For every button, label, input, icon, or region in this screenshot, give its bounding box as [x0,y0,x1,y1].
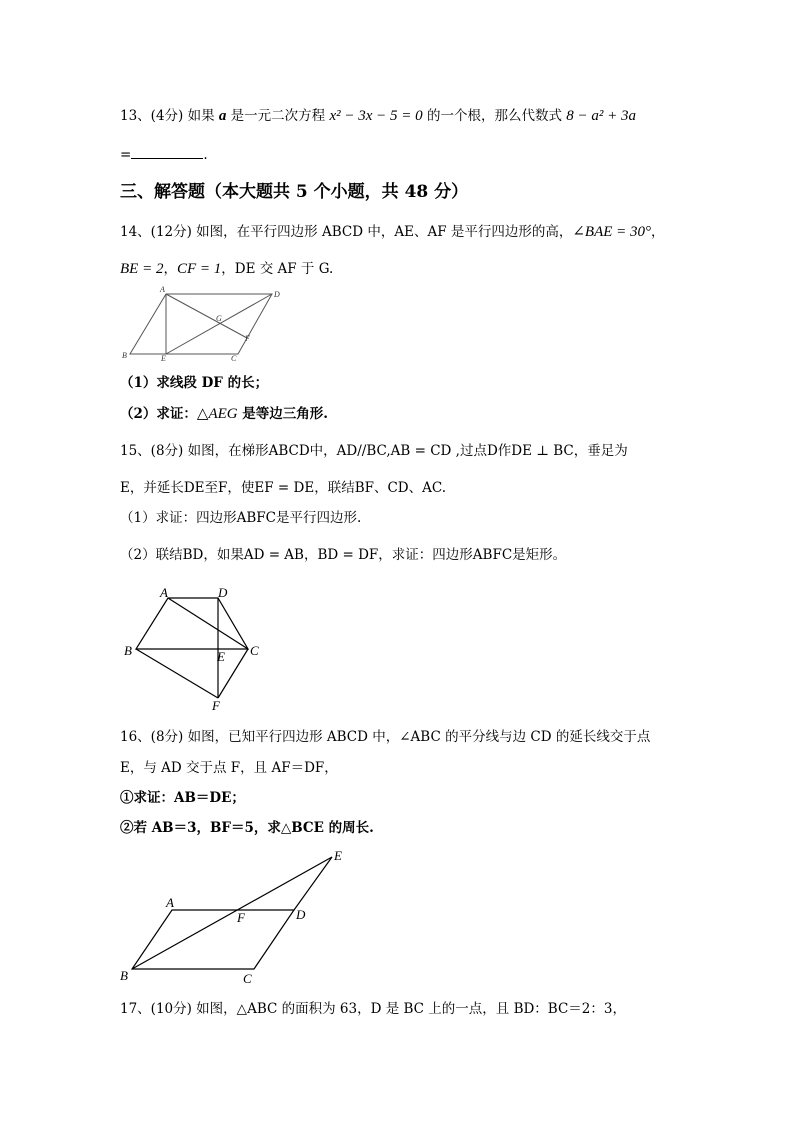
q16-figure [118,846,348,986]
q13-line2 [120,144,208,165]
q16-label-a: A [166,895,174,910]
q15-line2: E，并延长DE至F，使EF = DE，联结BF、CD、AC. [120,480,447,496]
q15-part1: （1）求证：四边形ABFC是平行四边形. [120,510,362,526]
q14-triangle: △AEG [196,406,238,422]
q14-part2-lead: （2）求证： [120,406,197,422]
q15-label-f: F [212,698,220,713]
q14-part2-end: 是等边三角形. [237,406,329,422]
q14-text1-end: ， [651,224,665,240]
q14-angle: ∠BAE = 30° [572,224,652,240]
q14-label-a: A [160,285,165,294]
q14-line2 [120,259,333,279]
q14-text1: 14、(12分) 如图，在平行四边形 ABCD 中，AE、AF 是平行四边形的高， [120,224,573,240]
q15-label-e: E [217,649,225,664]
q13-expression: 8 − a² + 3a [566,108,637,124]
q13-period: . [203,147,208,163]
q14-label-c: C [231,354,237,363]
q17-line1: 17、(10分) 如图，△ABC 的面积为 63，D 是 BC 上的一点，且 BD：BC＝2：3， [120,1001,626,1017]
q14-line1 [120,222,665,242]
q15-figure [120,582,270,712]
q14-be: BE = 2 [120,261,164,277]
q16-part1: ①求证：AB＝DE； [120,790,245,806]
q15-part2: （2）联结BD，如果AD = AB，BD = DF，求证：四边形ABFC是矩形。 [120,547,567,563]
q13-var: a [218,108,227,124]
q16-line2: E，与 AD 交于点 F，且 AF＝DF， [120,760,338,776]
q14-label-d: D [274,290,280,299]
q16-label-d: D [296,907,306,922]
q16-part2: ②若 AB＝3，BF＝5，求△BCE 的周长. [120,820,374,836]
q16-line1: 16、(8分) 如图，已知平行四边形 ABCD 中，∠ABC 的平分线与边 CD 的延长线交于点 [120,729,651,745]
q14-part2-line [120,404,328,424]
q13-mid: 是一元二次方程 [226,108,330,124]
q13-tail: 的一个根，那么代数式 [422,108,567,124]
q14-label-b: B [122,351,127,360]
q15-label-c: C [250,643,259,658]
q16-label-e: E [334,848,342,863]
q15-line1: 15、(8分) 如图，在梯形ABCD中，AD//BC,AB = CD ,过点D作DE ⊥ BC，垂足为 [120,443,628,459]
q16-label-c: C [243,971,252,986]
section-3-heading: 三、解答题（本大题共 5 个小题，共 48 分） [120,182,469,202]
q14-part1: （1）求线段 DF 的长； [120,375,269,391]
q14-figure [118,286,288,364]
q13-line1 [120,106,636,126]
q14-label-g: G [216,314,222,323]
q13-equals: = [120,147,132,163]
q15-label-d: D [218,585,228,600]
q13-lead: 13、(4分) 如果 [120,108,219,124]
q15-label-a: A [160,585,168,600]
q14-text2: ，DE 交 AF 于 G. [221,261,334,277]
q16-label-f: F [237,910,245,925]
q15-label-b: B [124,643,132,658]
q14-sep: ， [163,261,177,277]
q16-label-b: B [120,968,128,983]
q13-answer-blank [131,144,203,159]
q13-equation: x² − 3x − 5 = 0 [329,108,423,124]
q14-label-f: F [245,334,250,343]
q14-label-e: E [161,354,166,363]
q14-cf: CF = 1 [176,261,222,277]
